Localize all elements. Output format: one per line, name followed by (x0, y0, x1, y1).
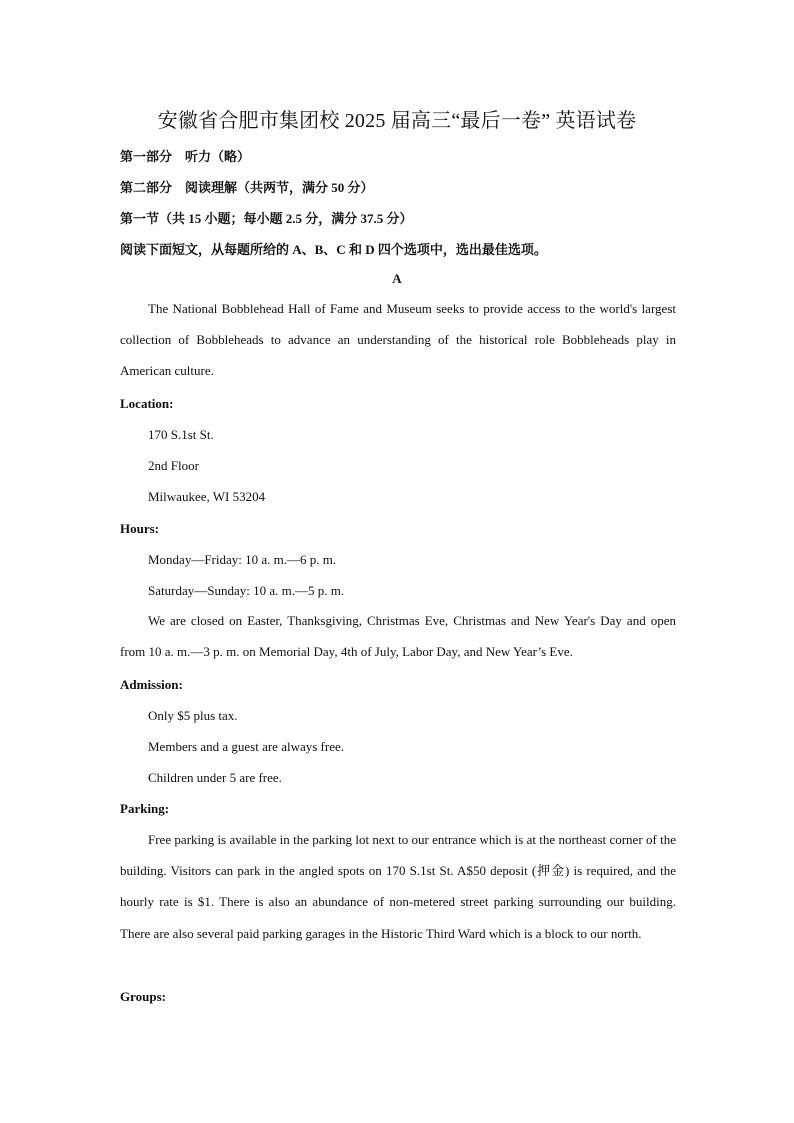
location-heading: Location: (120, 396, 174, 411)
admission-line: Only $5 plus tax. (148, 708, 238, 723)
admission-heading: Admission: (120, 677, 183, 692)
hours-line: Monday—Friday: 10 a. m.—6 p. m. (148, 552, 337, 567)
admission-line: Children under 5 are free. (148, 770, 282, 785)
location-line: 170 S.1st St. (148, 427, 214, 442)
hours-note: We are closed on Easter, Thanksgiving, Christmas Eve, Christmas and New Year's Day and open from 10 a. m.—3 p. m. on Memorial Day, 4th of July, Labor Day, and New Year’s Eve. (120, 613, 676, 660)
hours-note-paragraph (120, 605, 676, 667)
parking-text: Free parking is available in the parking lot next to our entrance which is at the northeast corner of the building. Visitors can park in the angled spots on 170 S.1st St. A$50 deposit (押金) is required, and the hourly rate is $1. There is also an abundance of non-metered street parking surrounding our building. There are also several paid parking garages in the Historic Third Ward which is a block to our north. (120, 832, 676, 941)
intro-paragraph (120, 293, 676, 387)
location-line: 2nd Floor (148, 458, 199, 473)
parking-heading: Parking: (120, 801, 170, 816)
location-line: Milwaukee, WI 53204 (148, 489, 266, 504)
admission-line: Members and a guest are always free. (148, 739, 344, 754)
passage-letter: A (392, 271, 402, 286)
part2-heading: 第二部分 阅读理解（共两节，满分 50 分） (120, 180, 374, 195)
part1-heading: 第一部分 听力（略） (120, 149, 251, 164)
section1-heading: 第一节（共 15 小题；每小题 2.5 分，满分 37.5 分） (120, 211, 413, 226)
parking-paragraph (120, 824, 676, 949)
hours-line: Saturday—Sunday: 10 a. m.—5 p. m. (148, 583, 345, 598)
groups-heading: Groups: (120, 989, 166, 1004)
intro-text: The National Bobblehead Hall of Fame and Museum seeks to provide access to the world's largest collection of Bobbleheads to advance an understanding of the historical role Bobbleheads play in American culture. (120, 301, 676, 379)
hours-heading: Hours: (120, 521, 159, 536)
page-title: 安徽省合肥市集团校 2025 届高三“最后一卷” 英语试卷 (157, 110, 637, 132)
instruction-text: 阅读下面短文，从每题所给的 A、B、C 和 D 四个选项中，选出最佳选项。 (120, 242, 547, 257)
